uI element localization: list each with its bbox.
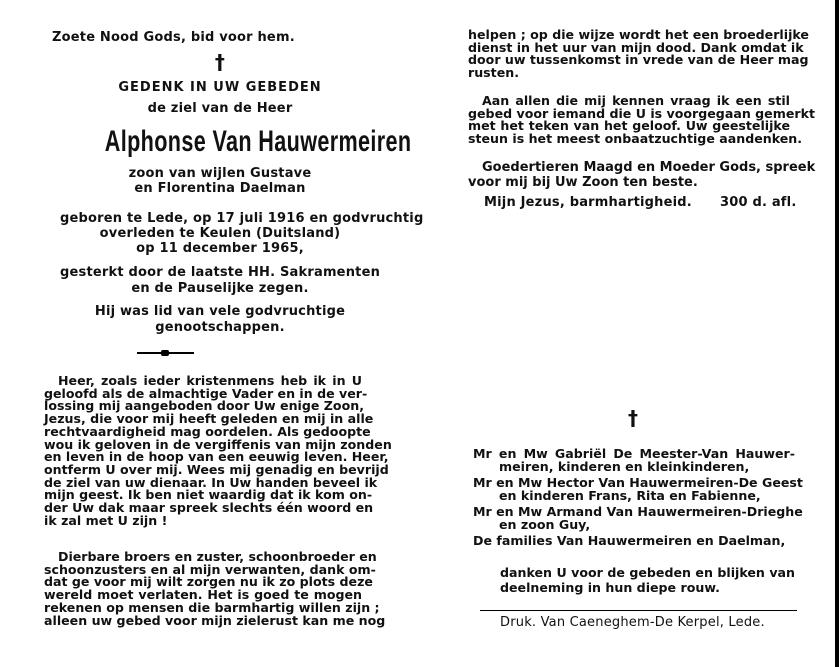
prayer-line: lossing mij aangeboden door Uw enige Zoon, bbox=[44, 398, 364, 414]
prayer-line: mijn geest. Ik ben niet waardig dat ik kom on- bbox=[44, 487, 373, 503]
sacraments-line-2: en de Pauselijke zegen. bbox=[131, 281, 309, 296]
request-line: Aan allen die mij kennen vraag ik een stil bbox=[482, 93, 790, 108]
membership-line-2: genootschappen. bbox=[155, 320, 285, 335]
birth-death-line-2: overleden te Keulen (Duitsland) bbox=[99, 226, 341, 241]
continuation-line: helpen ; op die wijze wordt het een broederlijke bbox=[468, 27, 809, 42]
remember-heading: GEDENK IN UW GEBEDEN bbox=[118, 80, 322, 95]
families-general: De families Van Hauwermeiren en Daelman, bbox=[473, 533, 786, 548]
membership-line-1: Hij was lid van vele godvruchtige bbox=[94, 304, 346, 319]
continuation-line: dienst in het uur van mijn dood. Dank omdat ik bbox=[468, 39, 804, 55]
request-line: met het teken van het geloof. Uw geestelijke bbox=[468, 118, 790, 134]
family-line: alleen uw gebed voor mijn zielerust kan me nog bbox=[44, 612, 386, 628]
request-line: gebed voor iemand die U is voorgegaan gemerkt bbox=[468, 105, 815, 121]
continuation-line: door uw tussenkomst in vrede van de Heer mag bbox=[468, 52, 809, 68]
footer-area bbox=[473, 0, 803, 667]
prayer-line: Jezus, die voor mij heeft geleden en mij in alle bbox=[44, 411, 374, 427]
prayer-line: ontferm U over mij. Wees mij genadig en bevrijd bbox=[44, 461, 389, 477]
scan-edge-bar bbox=[835, 0, 839, 667]
sacraments-line-1: gesterkt door de laatste HH. Sakramenten bbox=[60, 265, 381, 280]
continuation-line: rusten. bbox=[468, 65, 519, 81]
family-entry-line-1: Mr en Mw Armand Van Hauwermeiren-Drieghe bbox=[473, 504, 803, 519]
cross-icon: † bbox=[214, 50, 226, 74]
invocation: Zoete Nood Gods, bid voor hem. bbox=[52, 30, 295, 45]
family-entry-line-2: en kinderen Frans, Rita en Fabienne, bbox=[499, 488, 761, 503]
family-line: dat ge voor mij wilt zorgen nu ik zo plots deze bbox=[44, 574, 373, 590]
family-line: wereld moet verlaten. Het is goed te mogen bbox=[44, 587, 362, 603]
prayer-line: rechtvaardigheid mag oordelen. Als gedoopte bbox=[44, 423, 371, 439]
mary-line: voor mij bij Uw Zoon ten beste. bbox=[468, 175, 698, 190]
family-entry-line-1: Mr en Mw Gabriël De Meester-Van Hauwer- bbox=[473, 446, 795, 461]
prayer-line: geloofd als de almachtige Vader en in de ver- bbox=[44, 385, 368, 401]
family-paragraph bbox=[44, 549, 386, 628]
indulgence-value: 300 d. afl. bbox=[720, 195, 797, 210]
birth-death-line-3: op 11 december 1965, bbox=[136, 241, 304, 256]
family-line: Dierbare broers en zuster, schoonbroeder en bbox=[58, 549, 377, 564]
family-entry-line-2: en zoon Guy, bbox=[499, 517, 591, 532]
prayer-line: der Uw dak maar spreek slechts één woord en bbox=[44, 500, 374, 516]
prayer-line: en leven in de hoop van een eeuwig leven. Heer, bbox=[44, 449, 389, 465]
request-line: steun is het meest onbaatzuchtige aandenken. bbox=[468, 131, 803, 147]
family-line: rekenen op mensen die barmhartig willen zijn ; bbox=[44, 599, 380, 615]
prayer-line: ik zal met U zijn ! bbox=[44, 512, 168, 528]
printer-credit: Druk. Van Caeneghem-De Kerpel, Lede. bbox=[500, 615, 765, 630]
thanks-line: danken U voor de gebeden en blijken van bbox=[500, 565, 795, 580]
footer-rule bbox=[480, 610, 797, 611]
birth-death-line-1: geboren te Lede, op 17 juli 1916 en godvruchtig bbox=[60, 211, 424, 226]
thanks-line: deelneming in hun diepe rouw. bbox=[500, 580, 720, 595]
cross-icon: † bbox=[628, 406, 639, 430]
ornament-divider bbox=[137, 352, 194, 354]
family-entry-line-1: Mr en Mw Hector Van Hauwermeiren-De Geest bbox=[473, 475, 803, 490]
prayer-line: de ziel van uw dienaar. In Uw handen beveel ik bbox=[44, 474, 378, 490]
family-line: schoonzusters en al mijn verwanten, dank om- bbox=[44, 561, 376, 577]
mary-line: Goedertieren Maagd en Moeder Gods, spreek bbox=[482, 160, 816, 175]
prayer-line: wou ik geloven in de vergiffenis van mijn zonden bbox=[44, 436, 392, 452]
deceased-name: Alphonse Van Hauwermeiren bbox=[104, 125, 412, 158]
prayer-line: Heer, zoals ieder kristenmens heb ik in U bbox=[58, 373, 362, 388]
indulgence-prayer: Mijn Jezus, barmhartigheid. bbox=[484, 195, 692, 210]
son-of-line-1: zoon van wijlen Gustave bbox=[128, 166, 312, 181]
family-entry-line-2: meiren, kinderen en kleinkinderen, bbox=[499, 459, 750, 474]
prayer-paragraph bbox=[44, 373, 392, 528]
soul-of-text: de ziel van de Heer bbox=[147, 101, 293, 116]
son-of-line-2: en Florentina Daelman bbox=[134, 181, 306, 196]
